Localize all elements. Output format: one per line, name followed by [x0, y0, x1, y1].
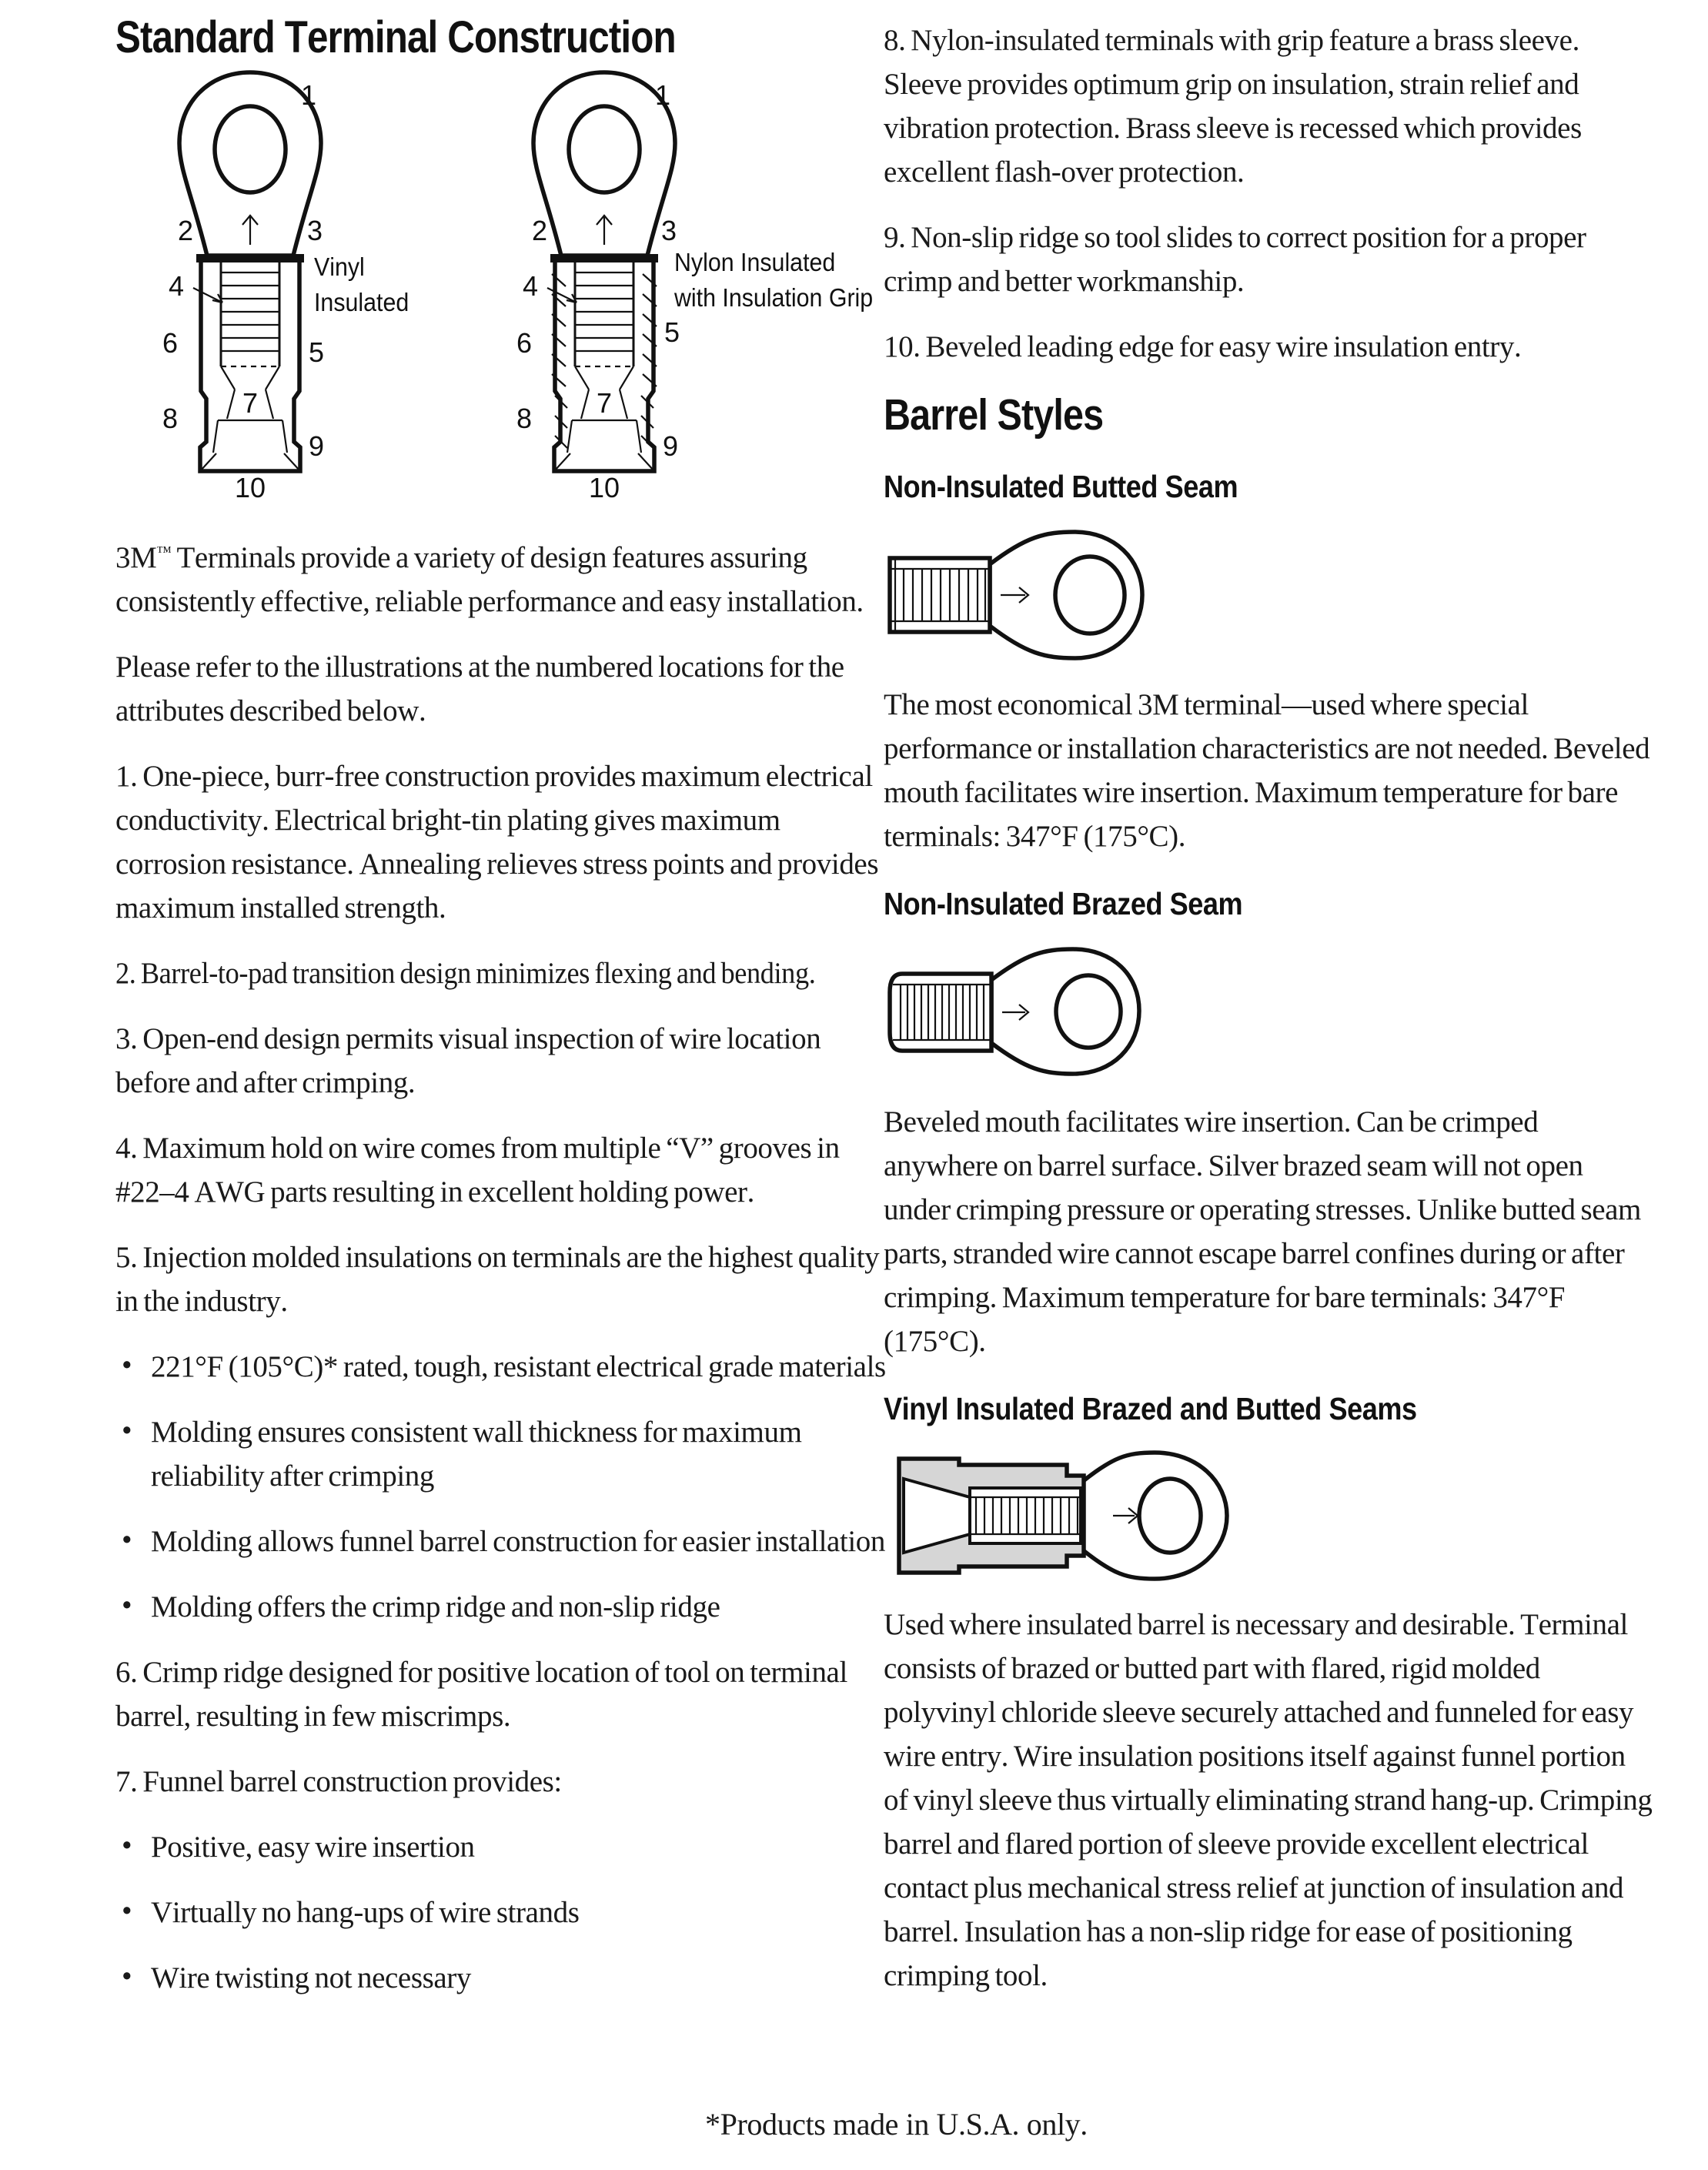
- callout-10: 10: [234, 472, 266, 503]
- feature-item-8: 8. Nylon-insulated terminals with grip feature a brass sleeve. Sleeve provides optimum grip on insulation, strain relief and vibration protection. Brass sleeve is recessed which provides excellent flash-over protection.: [884, 24, 1582, 189]
- bullet-text: Molding allows funnel barrel construction for easier installation: [151, 1525, 885, 1558]
- subheading-brazed-seam: Non-Insulated Brazed Seam: [884, 886, 1243, 921]
- list-item: [115, 1345, 893, 1389]
- callout-7: 7: [242, 387, 259, 419]
- callout-3: 3: [660, 215, 677, 246]
- terminal-construction-figure: [115, 65, 893, 536]
- intro-text: Terminals provide a variety of design features assuring consistently effective, reliable performance and easy installation.: [115, 541, 864, 618]
- bullet-text: Wire twisting not necessary: [151, 1961, 471, 1994]
- ring-hole: [215, 106, 286, 192]
- list-item: [115, 1410, 893, 1498]
- feature-item-9: 9. Non-slip ridge so tool slides to correct position for a proper crimp and better workmanship.: [884, 221, 1586, 298]
- bullet-text: Positive, easy wire insertion: [151, 1831, 475, 1864]
- page-title: Standard Terminal Construction: [115, 12, 676, 62]
- list-item: [115, 1891, 893, 1934]
- crimp-barrel: [970, 1488, 1081, 1543]
- callout-9: 9: [308, 430, 325, 462]
- callout-7: 7: [596, 387, 613, 419]
- brand-name: 3M: [115, 541, 157, 574]
- barrel-top-band: [550, 254, 658, 262]
- callout-2: 2: [177, 215, 194, 246]
- butted-seam-figure: [884, 518, 1653, 672]
- bullet-icon: •: [122, 1960, 132, 1993]
- ring-hole: [1139, 1479, 1201, 1553]
- ring-hole: [1055, 557, 1125, 634]
- barrel-styles-heading: Barrel Styles: [884, 390, 1104, 440]
- callout-1: 1: [300, 79, 317, 111]
- feature-item-3: 3. Open-end design permits visual inspection of wire location before and after crimping.: [115, 1022, 821, 1099]
- trademark-symbol: ™: [156, 543, 172, 560]
- intro-paragraph-2: Please refer to the illustrations at the numbered locations for the attributes described below.: [115, 650, 844, 727]
- callout-5: 5: [308, 336, 325, 368]
- feature-item-1: 1. One-piece, burr-free construction provides maximum electrical conductivity. Electrical bright-tin plating gives maximum corrosion resistance. Annealing relieves stress points and provides maximum installed strength.: [115, 760, 879, 925]
- ring-hole: [569, 106, 640, 192]
- butted-seam-text: The most economical 3M terminal—used where special performance or installation characteristics are not needed. Beveled mouth facilitates wire insertion. Maximum temperature for bare terminals: 347°F (175°C).: [884, 688, 1650, 853]
- vinyl-insulated-figure: [884, 1440, 1653, 1590]
- vinyl-insulated-terminal-side-diagram: [884, 1440, 1253, 1590]
- bullet-icon: •: [122, 1894, 132, 1928]
- vinyl-label-line1: Vinyl: [314, 252, 365, 281]
- bullet-icon: •: [122, 1589, 132, 1622]
- barrel-top-band: [196, 254, 304, 262]
- bullet-text: Molding offers the crimp ridge and non-slip ridge: [151, 1590, 720, 1623]
- callout-8: 8: [162, 403, 179, 434]
- callout-4-arrow: [193, 288, 222, 303]
- callout-10: 10: [588, 472, 620, 503]
- v-grooves: [575, 273, 633, 351]
- footnote: *Products made in U.S.A. only.: [705, 2107, 1088, 2142]
- feature-item-2: 2. Barrel-to-pad transition design minimizes flexing and bending.: [115, 957, 816, 990]
- list-item: [115, 1825, 893, 1869]
- callout-5: 5: [663, 316, 680, 348]
- butted-seam-terminal-diagram: [884, 518, 1161, 672]
- brazed-seam-text: Beveled mouth facilitates wire insertion. Can be crimped anywhere on barrel surface. Silver brazed seam will not open under crimping pressure or operating stresses. Unlike butted seam parts, stranded wire cannot escape barrel confines during or after crimping. Maximum temperature for bare terminals: 347°F (175°C).: [884, 1105, 1641, 1358]
- callout-9: 9: [662, 430, 679, 462]
- callout-8: 8: [516, 403, 533, 434]
- vinyl-label-line2: Insulated: [314, 288, 409, 316]
- feature-item-10: 10. Beveled leading edge for easy wire insulation entry.: [884, 330, 1522, 363]
- v-grooves: [221, 273, 279, 351]
- bullet-icon: •: [122, 1523, 132, 1556]
- right-column: [884, 18, 1653, 2019]
- vinyl-insulated-label: [314, 249, 409, 320]
- list-item: [115, 1956, 893, 2000]
- feature-item-4: 4. Maximum hold on wire comes from multiple “V” grooves in #22–4 AWG parts resulting in excellent holding power.: [115, 1132, 840, 1209]
- bullet-icon: •: [122, 1414, 132, 1447]
- nylon-insulated-label: [674, 245, 873, 316]
- bullet-text: Virtually no hang-ups of wire strands: [151, 1896, 580, 1929]
- brazed-seam-figure: [884, 935, 1653, 1089]
- callout-4: 4: [522, 270, 539, 302]
- callout-6: 6: [516, 327, 533, 359]
- callout-4-arrow: [547, 288, 577, 303]
- bullet-text: Molding ensures consistent wall thickness for maximum reliability after crimping: [151, 1416, 802, 1493]
- feature-item-7: 7. Funnel barrel construction provides:: [115, 1765, 562, 1798]
- left-column: [115, 11, 893, 2021]
- list-item: [115, 1585, 893, 1629]
- bullet-icon: •: [122, 1829, 132, 1862]
- callout-1: 1: [654, 79, 671, 111]
- ring-hole: [1056, 975, 1121, 1048]
- brazed-seam-terminal-diagram: [884, 935, 1161, 1089]
- callout-6: 6: [162, 327, 179, 359]
- subheading-butted-seam: Non-Insulated Butted Seam: [884, 469, 1238, 504]
- nylon-label-line1: Nylon Insulated: [674, 248, 836, 276]
- intro-paragraph-1: [115, 536, 893, 624]
- nylon-label-line2: with Insulation Grip: [674, 283, 874, 312]
- bullet-text: 221°F (105°C)* rated, tough, resistant electrical grade materials: [151, 1350, 886, 1383]
- feature-item-5: 5. Injection molded insulations on terminals are the highest quality in the industry.: [115, 1241, 880, 1318]
- list-item: [115, 1520, 893, 1563]
- callout-3: 3: [306, 215, 323, 246]
- subheading-vinyl-insulated: Vinyl Insulated Brazed and Butted Seams: [884, 1391, 1417, 1426]
- callout-2: 2: [531, 215, 548, 246]
- feature-item-6: 6. Crimp ridge designed for positive location of tool on terminal barrel, resulting in few miscrimps.: [115, 1656, 847, 1733]
- callout-4: 4: [168, 270, 185, 302]
- vinyl-insulated-text: Used where insulated barrel is necessary and desirable. Terminal consists of brazed or butted part with flared, rigid molded polyvinyl chloride sleeve securely attached and funneled for easy wire entry. Wire insulation positions itself against funnel portion of vinyl sleeve thus virtually eliminating strand hang-up. Crimping barrel and flared portion of sleeve provide excellent electrical contact plus mechanical stress relief at junction of insulation and barrel. Insulation has a non-slip ridge for ease of positioning crimping tool.: [884, 1608, 1653, 1992]
- bullet-icon: •: [122, 1349, 132, 1382]
